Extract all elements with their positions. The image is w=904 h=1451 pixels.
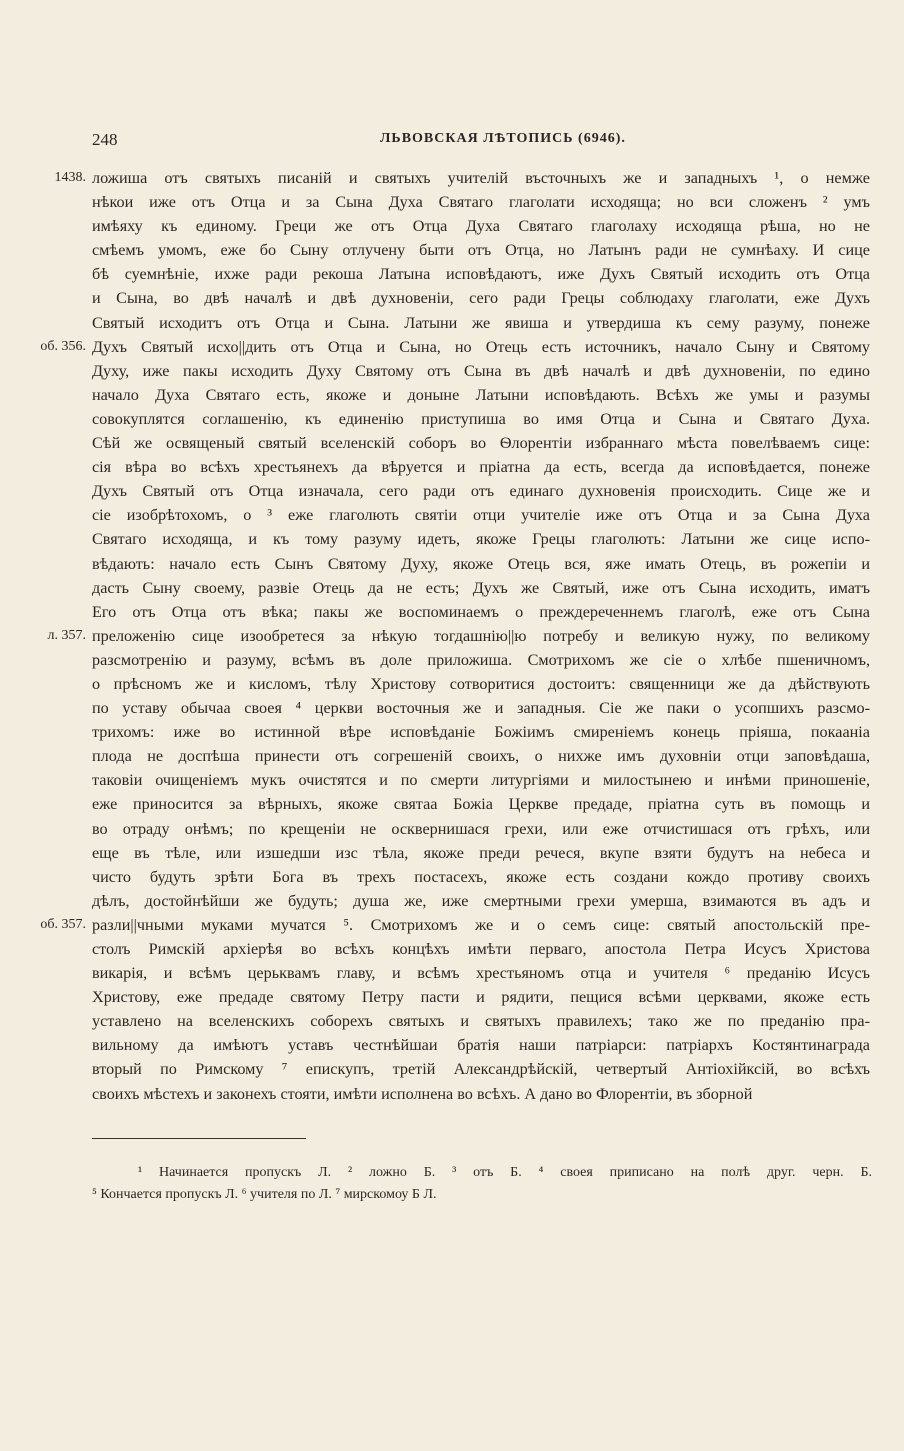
line-text: дѣлъ, достойнѣйши же будуть; душа же, иже смертными грехи умерша, взимаются въ адъ и xyxy=(92,891,870,910)
text-line xyxy=(0,431,904,455)
text-line xyxy=(0,768,904,792)
margin-note: об. 356. xyxy=(40,338,86,354)
line-text: сіе изобрѣтохомъ, о ³ еже глаголють святіи отци учителіе иже отъ Отца и за Сына Духа xyxy=(92,506,870,525)
text-line xyxy=(0,696,904,720)
text-line xyxy=(0,527,904,551)
line-text: разли||чными муками мучатся ⁵. Смотрихомъ же и о семъ сице: святый апостольскій пре- xyxy=(92,915,870,934)
line-text: Его отъ Отца отъ вѣка; пакы же воспоминаемъ о преждереченнемъ глаголѣ, еже отъ Сына xyxy=(92,602,870,621)
line-text: совокуплятся соглашенію, къ единенію приступиша во имя Отца и Сына и Святаго Духа. xyxy=(92,409,870,428)
text-line xyxy=(0,889,904,913)
text-line xyxy=(0,479,904,503)
text-line xyxy=(0,407,904,431)
line-text: о прѣсномъ же и кисломъ, тѣлу Христову сотворитися достоитъ: священници же да дѣйствують xyxy=(92,674,870,693)
text-line xyxy=(0,576,904,600)
footnote-rule xyxy=(92,1138,306,1139)
line-text: имѣяху къ единому. Греци же отъ Отца Духа Святаго глаголаху исходяща рѣша, но не xyxy=(92,217,870,236)
main-text xyxy=(0,166,904,1106)
text-line xyxy=(0,1082,904,1106)
text-line xyxy=(0,841,904,865)
text-line xyxy=(0,865,904,889)
line-text: Святаго исходяща, и къ тому разуму идеть, якоже Грецы глаголють: Латыни же сице испо- xyxy=(92,530,870,549)
text-line xyxy=(0,985,904,1009)
line-text: Сѣй же освященый святый вселенскій соборъ во Ѳлорентіи избраннаго мѣста повелѣваемъ сице: xyxy=(92,434,870,453)
line-text: еже приносится за вѣрныхъ, якоже святаа Божіа Церкве предаде, пріатна суть въ помощь и xyxy=(92,795,870,814)
line-text: преложенію сице изообретеся за нѣкую тогдашнію||ю потребу и великую нужу, по великому xyxy=(92,626,870,645)
line-text: нѣкои иже отъ Отца и за Сына Духа Святаго глаголати исходяща; но вси сложенъ ² умъ xyxy=(92,193,870,212)
line-text: сія вѣра во всѣхъ хрестьянехъ да вѣруется и пріатна да есть, всегда да исповѣдается, понеже xyxy=(92,458,870,477)
line-text: бѣ суемнѣніе, ихже ради рекоша Латына исповѣдаютъ, иже Духъ Святый исходить отъ Отца xyxy=(92,265,870,284)
text-line xyxy=(0,214,904,238)
line-text: вѣдають: начало есть Сынъ Святому Духу, якоже Отець вся, яже имать Отець, въ рожепіи и xyxy=(92,554,870,573)
text-line xyxy=(0,961,904,985)
text-line xyxy=(0,503,904,527)
text-line xyxy=(0,1033,904,1057)
line-text: еще въ тѣле, или изшедши изс тѣла, якоже преди речеся, вкупе взяти будутъ на небеса и xyxy=(92,843,870,862)
text-line xyxy=(0,817,904,841)
line-text: таковіи очищеніемъ мукъ очистятся и по смерти литургіями и милостынею и инѣми приношеніе, xyxy=(92,771,870,790)
text-line xyxy=(0,672,904,696)
text-line xyxy=(0,455,904,479)
line-text: чисто будуть зрѣти Бога въ трехъ постасехъ, якоже есть создани кождо противу своихъ xyxy=(92,867,870,886)
line-text: во отраду онѣмъ; по крещеніи не осквернишася грехи, или еже отчистишася отъ грѣхъ, или xyxy=(92,819,870,838)
line-text: плода не доспѣша принести отъ согрешеній своихъ, о нихже имъ духовніи отци заповѣдаша, xyxy=(92,747,870,766)
text-line xyxy=(0,792,904,816)
line-text: столъ Римскій архіерѣя во всѣхъ концѣхъ имѣти перваго, апостола Петра Исусъ Христова xyxy=(92,940,870,958)
text-line xyxy=(0,286,904,310)
text-line xyxy=(0,190,904,214)
line-text: начало Духа Святаго есть, якоже и доныне Латыни исповѣдають. Всѣхъ же умы и разумы xyxy=(92,385,870,404)
margin-note: об. 357. xyxy=(40,916,86,932)
text-line xyxy=(0,720,904,744)
text-line xyxy=(0,238,904,262)
line-text: Духъ Святый отъ Отца изначала, сего ради отъ единаго духновенія происходить. Сице же и xyxy=(92,482,870,501)
text-line xyxy=(0,311,904,335)
line-text: викарія, и всѣмъ церьквамъ главу, и всѣмъ хрестьяномъ отца и учителя ⁶ преданію Исусъ xyxy=(92,964,870,983)
margin-note: л. 357. xyxy=(47,627,86,643)
page-number: 248 xyxy=(92,130,118,149)
line-text: Святый исходитъ отъ Отца и Сына. Латыни же явиша и утвердиша къ сему разуму, понеже xyxy=(92,313,870,332)
text-line xyxy=(0,335,904,359)
line-text: Христову, еже предаде святому Петру пасти и рядити, пещися всѣми церквами, якоже есть xyxy=(92,988,870,1007)
line-text: ложиша отъ святыхъ писаній и святыхъ учителій въсточныхъ же и западныхъ ¹, о немже xyxy=(92,169,870,187)
line-text: уставлено на вселенскихъ соборехъ святыхъ и святыхъ правилехъ; тако же по преданію пра- xyxy=(92,1012,870,1031)
text-line xyxy=(0,913,904,937)
text-line xyxy=(0,1009,904,1033)
text-line xyxy=(0,624,904,648)
line-text: дасть Сыну своему, развіе Отець да не есть; Духъ же Святый, иже отъ Сына исходить, иматъ xyxy=(92,578,870,597)
text-line xyxy=(0,744,904,768)
line-text: трихомъ: иже во истинной вѣре исповѣданіе Божіимъ смиреніемъ конець пріяша, покааніа xyxy=(92,723,870,742)
line-text: вторый по Римскому ⁷ епискупъ, третій Александрѣйскій, четвертый Антіохійксій, во всѣхъ xyxy=(92,1060,870,1079)
line-text: вильному да имѣютъ уставъ честнѣйшаи братія наши патріарси: патріархъ Костянтинаграда xyxy=(92,1036,870,1055)
line-text: и Сына, во двѣ началѣ и двѣ духновеніи, сего ради Грецы соблюдаху глаголати, еже Духъ xyxy=(92,289,870,308)
text-line xyxy=(0,937,904,961)
footnote-line: ⁵ Кончается пропускъ Л. ⁶ учителя по Л. ⁷ мирскомоу Б Л. xyxy=(92,1187,437,1202)
footnotes xyxy=(92,1162,872,1206)
text-line xyxy=(0,600,904,624)
text-line xyxy=(0,166,904,190)
page-header xyxy=(0,130,904,156)
line-text: Духу, иже пакы исходить Духу Святому отъ Сына въ двѣ началѣ и двѣ духновеніи, по едино xyxy=(92,361,870,380)
text-line xyxy=(0,552,904,576)
line-text: своихъ мѣстехъ и законехъ стояти, имѣти исполнена во всѣхъ. А дано во Флорентіи, въ зборной xyxy=(92,1084,753,1103)
running-title: ЛЬВОВСКАЯ ЛѢТОПИСЬ (6946). xyxy=(380,131,626,146)
text-line xyxy=(0,648,904,672)
text-line xyxy=(0,383,904,407)
margin-note: 1438. xyxy=(54,170,86,185)
line-text: разсмотренію и разуму, всѣмъ въ доле приложиша. Смотрихомъ же сіе о хлѣбе пшеничномъ, xyxy=(92,650,870,669)
text-line xyxy=(0,359,904,383)
line-text: Духъ Святый исхо||дить отъ Отца и Сына, но Отець есть источникъ, начало Сыну и Святому xyxy=(92,337,870,356)
footnote-line: ¹ Начинается пропускъ Л. ² ложно Б. ³ отъ Б. ⁴ своея приписано на полѣ друг. черн. Б. xyxy=(138,1165,872,1180)
text-line xyxy=(0,262,904,286)
text-line xyxy=(0,1057,904,1081)
line-text: смѣемъ умомъ, еже бо Сыну отлучену быти отъ Отца, но Латынъ ради не сумнѣаху. И сице xyxy=(92,241,870,260)
line-text: по уставу обычаа своея ⁴ церкви восточныя же и западныя. Сіе же паки о усопшихъ разсмо- xyxy=(92,699,870,718)
